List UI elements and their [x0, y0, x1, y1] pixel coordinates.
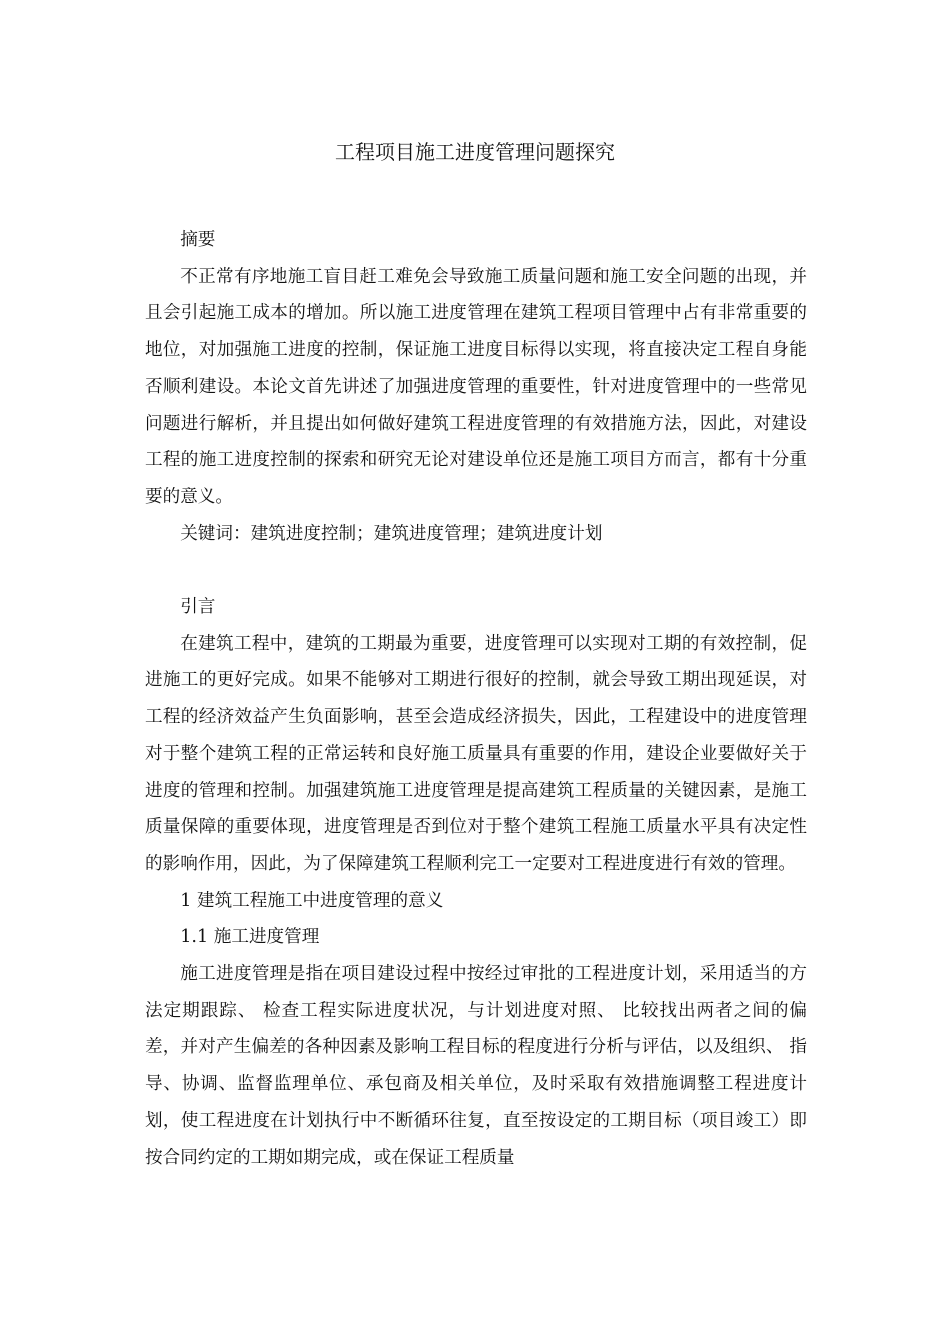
- abstract-heading: 摘要: [180, 230, 216, 250]
- introduction-heading: 引言: [180, 597, 216, 618]
- section-1-1-heading: 1.1 施工进度管理: [180, 927, 320, 948]
- abstract-paragraph: 不正常有序地施工盲目赶工难免会导致施工质量问题和施工安全问题的出现，并且会引起施工成本的增加。所以施工进度管理在建筑工程项目管理中占有非常重要的地位，对加强施工进度的控制，保证施工进度目标得以实现，将直接决定工程自身能否顺利建设。本论文首先讲述了加强进度管理的重要性，针对进度管理中的一些常见问题进行解析，并且提出如何做好建筑工程进度管理的有效措施方法，因此，对建设工程的施工进度控制的探索和研究无论对建设单位还是施工项目方而言，都有十分重要的意义。: [145, 266, 807, 507]
- document-title: 工程项目施工进度管理问题探究: [335, 140, 615, 164]
- section-1-heading: 1 建筑工程施工中进度管理的意义: [180, 890, 444, 911]
- section-1-1-paragraph: 施工进度管理是指在项目建设过程中按经过审批的工程进度计划，采用适当的方法定期跟踪、 检查工程实际进度状况，与计划进度对照、 比较找出两者之间的偏差，并对产生偏差的各种因素及影响工程目标的程度进行分析与评估，以及组织、 指导、协调、监督监理单位、承包商及相关单位，及时采取有效措施调整工程进度计划，使工程进度在计划执行中不断循环往复，直至按设定的工期目标（项目竣工）即按合同约定的工期如期完成，或在保证工程质量: [145, 964, 807, 1168]
- introduction-paragraph: 在建筑工程中，建筑的工期最为重要，进度管理可以实现对工期的有效控制，促进施工的更好完成。如果不能够对工期进行很好的控制，就会导致工期出现延误，对工程的经济效益产生负面影响，甚至会造成经济损失，因此，工程建设中的进度管理对于整个建筑工程的正常运转和良好施工质量具有重要的作用，建设企业要做好关于进度的管理和控制。加强建筑施工进度管理是提高建筑工程质量的关键因素，是施工质量保障的重要体现，进度管理是否到位对于整个建筑工程施工质量水平具有决定性的影响作用，因此，为了保障建筑工程顺利完工一定要对工程进度进行有效的管理。: [145, 633, 807, 874]
- blank-line: [145, 552, 807, 589]
- document-body: [145, 222, 807, 1176]
- keywords-line: 关键词：建筑进度控制；建筑进度管理；建筑进度计划: [180, 523, 603, 544]
